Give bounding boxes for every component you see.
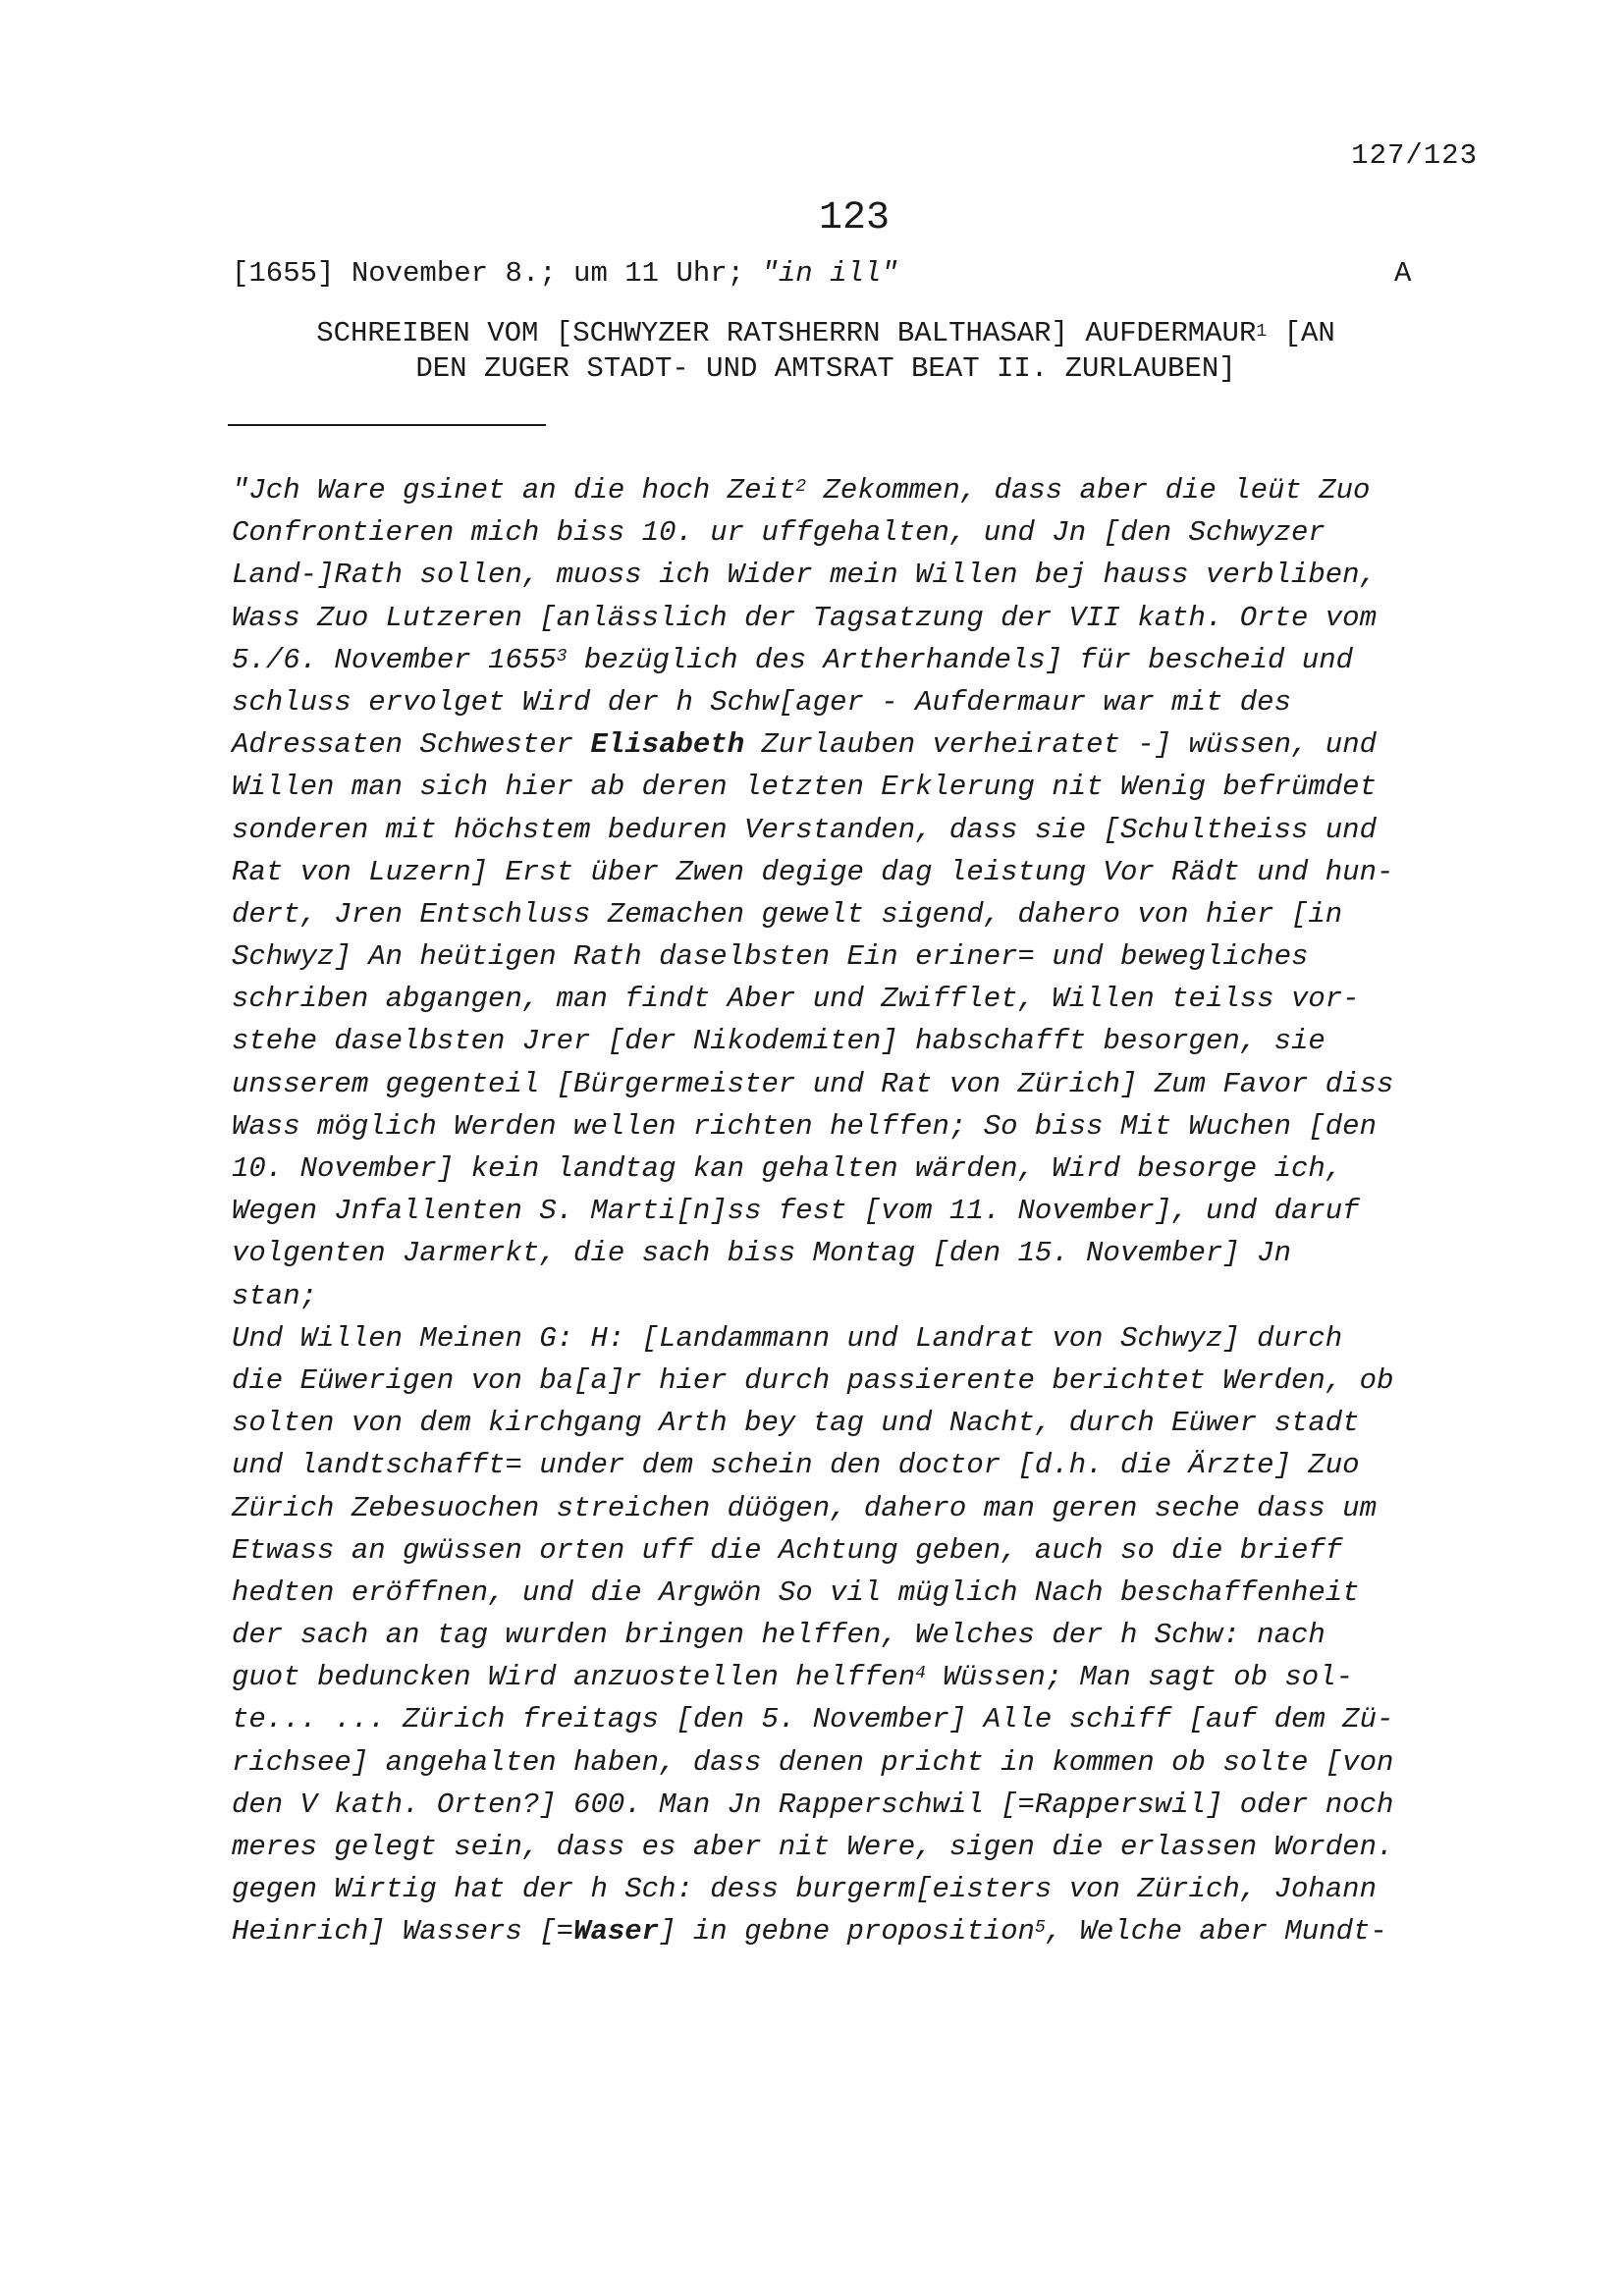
body-line: "Jch Ware gsinet an die hoch Zeit$^2$ Zekommen, dass aber die leüt Zuo bbox=[232, 474, 1371, 507]
heading-line-1: SCHREIBEN VOM [SCHWYZER RATSHERRN BALTHASAR] AUFDERMAUR$^1$ [AN bbox=[316, 317, 1335, 349]
body-line: schluss ervolget Wird der h Schw[ager - Aufdermaur war mit des bbox=[232, 685, 1291, 719]
body-line: schriben abgangen, man findt Aber und Zwifflet, Willen teilss vor- bbox=[232, 983, 1360, 1016]
body-line: unsserem gegenteil [Bürgermeister und Rat von Zürich] Zum Favor diss bbox=[232, 1067, 1394, 1100]
body-line: Heinrich] Wassers [=Waser] in gebne proposition$^5$, Welche aber Mundt- bbox=[232, 1915, 1387, 1949]
document-number: 123 bbox=[818, 196, 890, 240]
date-text: [1655] November 8.; um 11 Uhr; bbox=[232, 257, 762, 290]
footnote-ref: 4 bbox=[915, 1664, 926, 1684]
body-line: Land-]Rath sollen, muoss ich Wider mein Willen bej hauss verbliben, bbox=[232, 559, 1377, 592]
page-reference: 127/123 bbox=[1351, 139, 1478, 172]
body-line: Zürich Zebesuochen streichen düögen, dahero man geren seche dass um bbox=[232, 1491, 1377, 1524]
body-line: richsee] angehalten haben, dass denen pricht in kommen ob solte [von bbox=[232, 1745, 1394, 1779]
body-line: Und Willen Meinen G: H: [Landammann und Landrat von Schwyz] durch bbox=[232, 1321, 1343, 1355]
body-line: Adressaten Schwester Elisabeth Zurlauben verheiratet -] wüssen, und bbox=[232, 728, 1378, 762]
footnote-ref: 2 bbox=[795, 477, 807, 497]
emphasized-name: Waser bbox=[573, 1915, 660, 1949]
body-line: Wegen Jnfallenten S. Marti[n]ss fest [vom 11. November], und daruf bbox=[232, 1195, 1360, 1228]
body-line: dert, Jren Entschluss Zemachen gewelt sigend, dahero von hier [in bbox=[232, 897, 1343, 931]
body-line: Etwass an gwüssen orten uff die Achtung geben, auch so die brieff bbox=[232, 1533, 1343, 1567]
body-line: Rat von Luzern] Erst über Zwen degige dag leistung Vor Rädt und hun- bbox=[232, 855, 1394, 888]
body-line: stehe daselbsten Jrer [der Nikodemiten] habschafft besorgen, sie bbox=[232, 1025, 1325, 1058]
body-line: volgenten Jarmerkt, die sach biss Montag [den 15. November] Jn bbox=[232, 1237, 1291, 1270]
body-line: Wass Zuo Lutzeren [anlässlich der Tagsatzung der VII kath. Orte vom bbox=[232, 601, 1377, 634]
body-line: meres gelegt sein, dass es aber nit Were, sigen die erlassen Worden. bbox=[232, 1831, 1394, 1863]
body-line: 10. November] kein landtag kan gehalten wärden, Wird besorge ich, bbox=[232, 1152, 1343, 1185]
body-line: und landtschafft= under dem schein den doctor [d.h. die Ärzte] Zuo bbox=[232, 1449, 1360, 1482]
emphasized-name: Elisabeth bbox=[590, 728, 745, 762]
transcription-body bbox=[232, 469, 1469, 1953]
body-line: die Eüwerigen von ba[a]r hier durch passierente berichtet Werden, ob bbox=[232, 1363, 1394, 1397]
place-quote: "in ill" bbox=[761, 257, 898, 290]
body-line: Schwyz] An heütigen Rath daselbsten Ein eriner= und bewegliches bbox=[232, 940, 1309, 974]
heading-rule bbox=[228, 424, 546, 426]
document-heading bbox=[232, 316, 1420, 387]
body-line: der sach an tag wurden bringen helffen, Welches der h Schw: nach bbox=[232, 1619, 1325, 1652]
body-line: Willen man sich hier ab deren letzten Erklerung nit Wenig befrümdet bbox=[232, 771, 1377, 804]
footnote-ref: 3 bbox=[556, 646, 568, 667]
footnote-ref: 5 bbox=[1034, 1918, 1046, 1939]
body-line: 5./6. November 1655$^3$ bezüglich des Artherhandels] für bescheid und bbox=[232, 643, 1353, 676]
body-line: Wass möglich Werden wellen richten helffen; So biss Mit Wuchen [den bbox=[232, 1109, 1377, 1143]
body-line: guot beduncken Wird anzuostellen helffen$^4$ Wüssen; Man sagt ob sol- bbox=[232, 1661, 1354, 1694]
body-line: gegen Wirtig hat der h Sch: dess burgerm[eisters von Zürich, Johann bbox=[232, 1873, 1377, 1906]
date-line bbox=[232, 257, 1410, 290]
footnote-ref: 1 bbox=[1256, 322, 1268, 342]
version-marker: A bbox=[1394, 257, 1412, 290]
body-line: den V kath. Orten?] 600. Man Jn Rapperschwil [=Rapperswil] oder noch bbox=[232, 1788, 1394, 1821]
body-line: Confrontieren mich biss 10. ur uffgehalten, und Jn [den Schwyzer bbox=[232, 516, 1325, 550]
body-line: solten von dem kirchgang Arth bey tag und Nacht, durch Eüwer stadt bbox=[232, 1407, 1360, 1440]
body-line: te... ... Zürich freitags [den 5. November] Alle schiff [auf dem Zü- bbox=[232, 1703, 1394, 1736]
body-line: sonderen mit höchstem beduren Verstanden, dass sie [Schultheiss und bbox=[232, 813, 1377, 846]
heading-line-2: DEN ZUGER STADT- UND AMTSRAT BEAT II. ZURLAUBEN] bbox=[415, 352, 1236, 385]
body-line: hedten eröffnen, und die Argwön So vil müglich Nach beschaffenheit bbox=[232, 1575, 1360, 1609]
body-line: stan; bbox=[232, 1279, 318, 1312]
